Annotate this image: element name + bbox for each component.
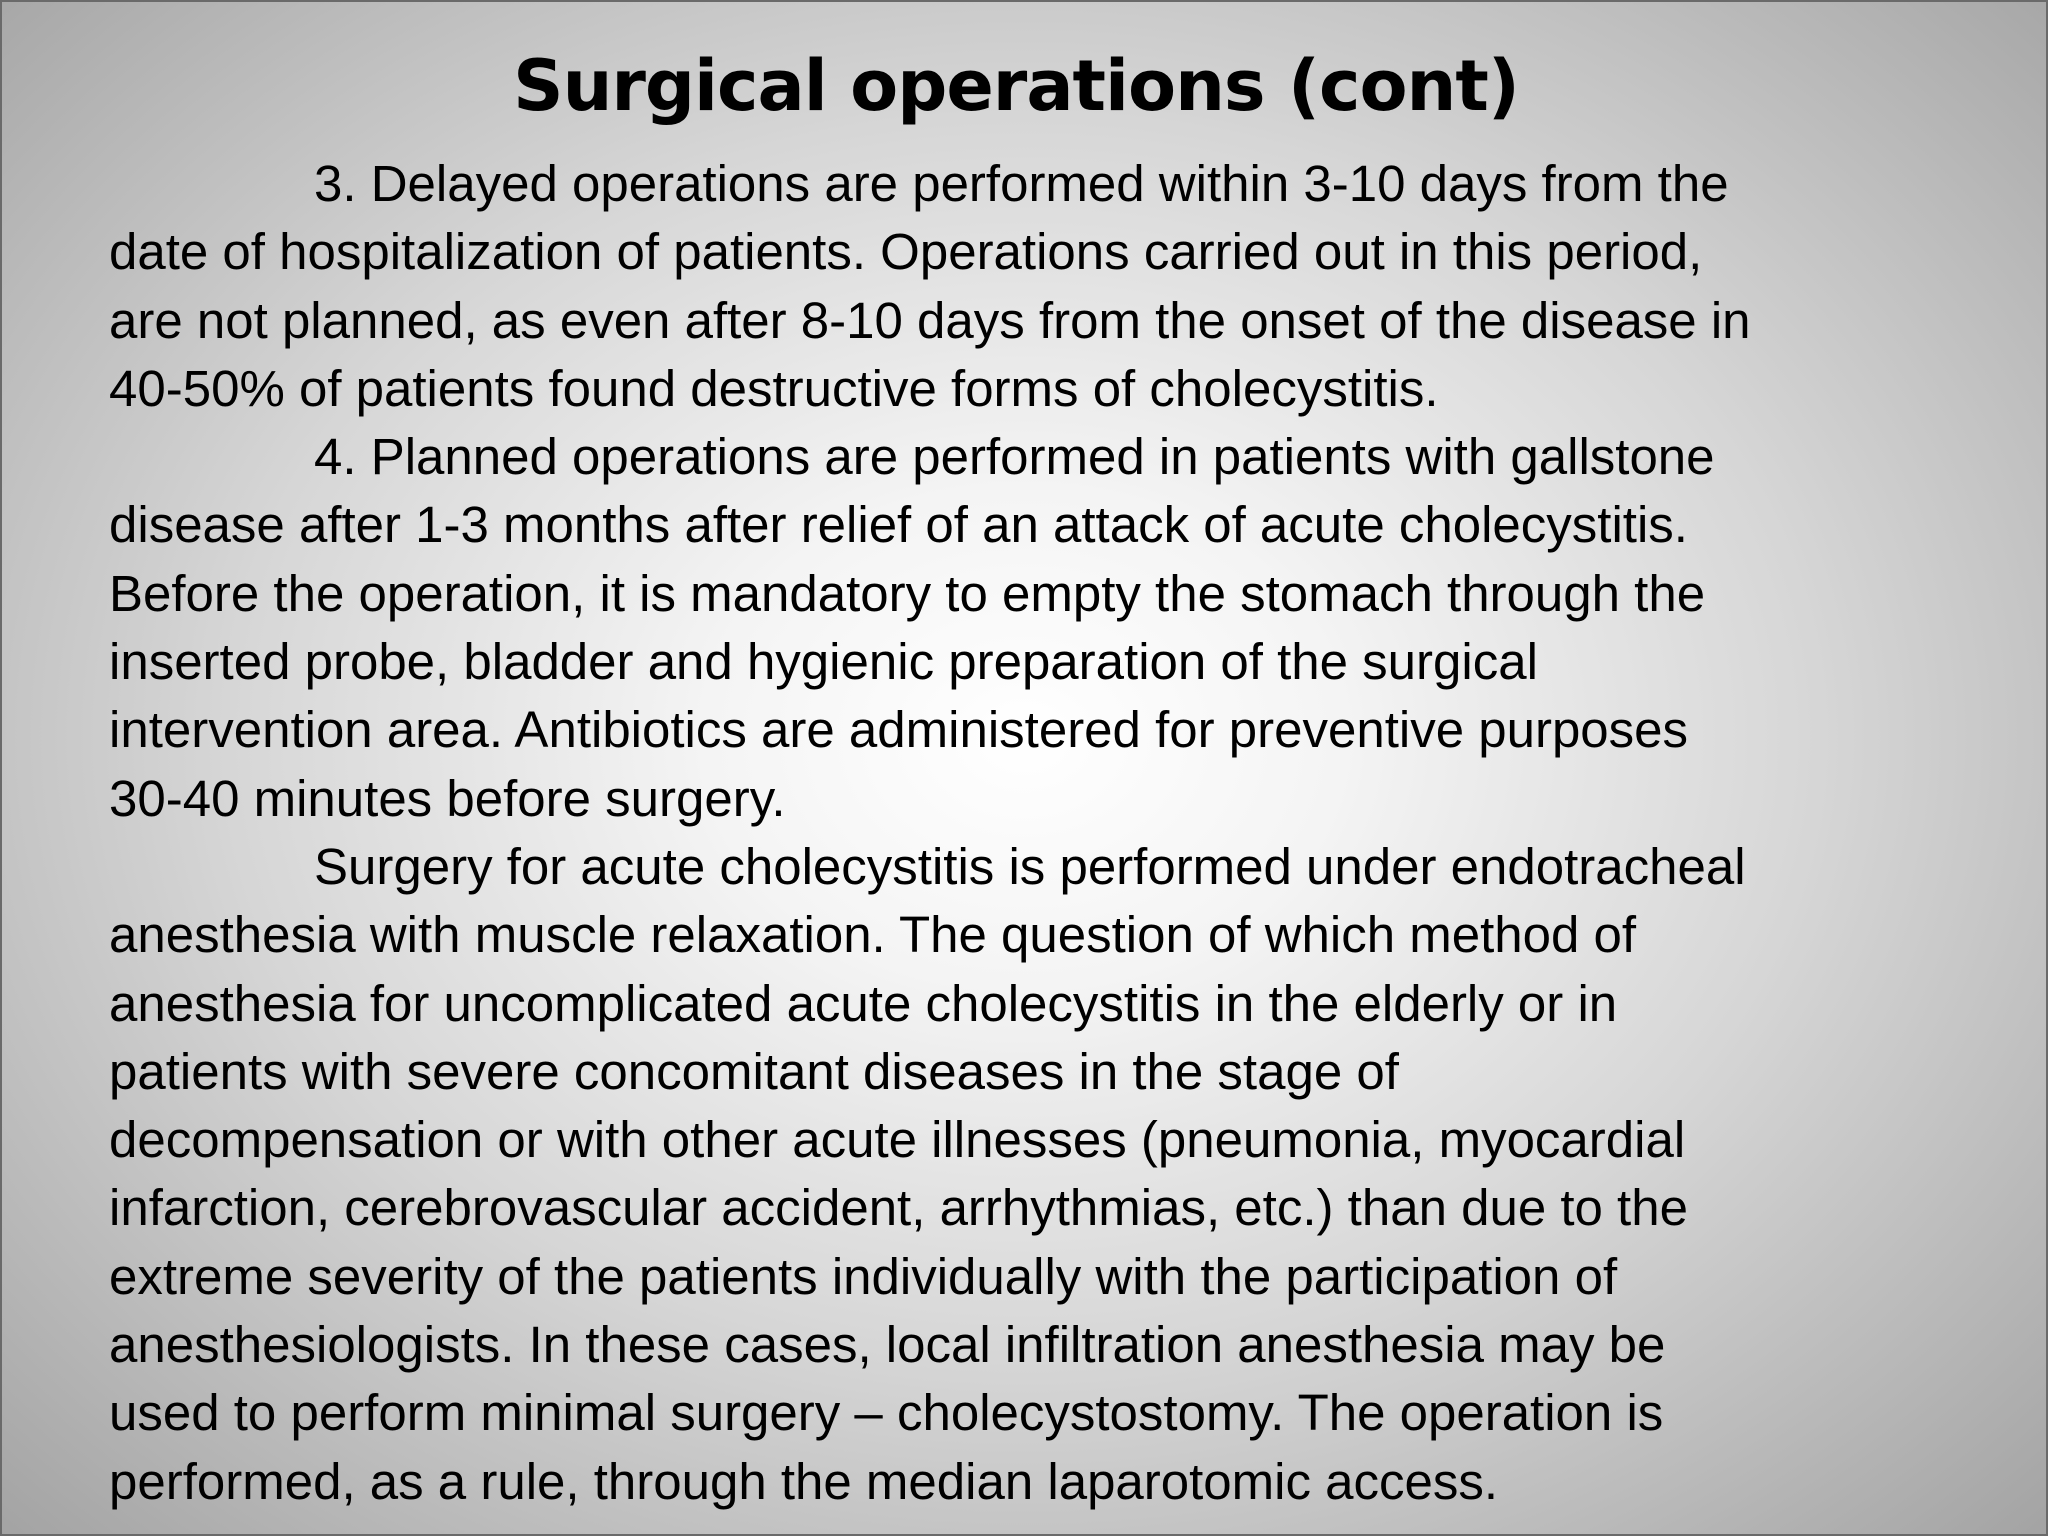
text-line: infarction, cerebrovascular accident, arrhythmias, etc.) than due to the: [109, 1179, 1688, 1237]
text-line: intervention area. Antibiotics are administered for preventive purposes: [109, 701, 1689, 759]
text-line: 40-50% of patients found destructive forms of cholecystitis.: [109, 359, 1439, 417]
text-line: used to perform minimal surgery – cholecystostomy. The operation is: [109, 1384, 1664, 1442]
text-line: performed, as a rule, through the median laparotomic access.: [109, 1452, 1499, 1510]
text-line: extreme severity of the patients individually with the participation of: [109, 1247, 1618, 1305]
text-line: disease after 1-3 months after relief of an attack of acute cholecystitis.: [109, 496, 1688, 554]
text-line: 3. Delayed operations are performed within 3-10 days from the: [314, 155, 1729, 212]
text-line: anesthesia with muscle relaxation. The question of which method of: [109, 906, 1637, 964]
text-line: 30-40 minutes before surgery.: [109, 769, 786, 827]
paragraph-delayed-operations: [109, 150, 2009, 423]
text-line: anesthesiologists. In these cases, local infiltration anesthesia may be: [109, 1316, 1666, 1374]
text-line: Surgery for acute cholecystitis is performed under endotracheal: [314, 837, 1746, 895]
paragraph-anesthesia: [109, 833, 2009, 1516]
text-line: are not planned, as even after 8-10 days from the onset of the disease in: [109, 291, 1751, 349]
text-line: date of hospitalization of patients. Operations carried out in this period,: [109, 223, 1703, 281]
paragraph-planned-operations: [109, 423, 2009, 833]
text-line: decompensation or with other acute illnesses (pneumonia, myocardial: [109, 1111, 1686, 1169]
text-line: 4. Planned operations are performed in patients with gallstone: [314, 428, 1715, 486]
slide-title: Surgical operations (cont): [513, 45, 1519, 127]
slide-body: [109, 150, 2009, 1516]
text-line: Before the operation, it is mandatory to empty the stomach through the: [109, 564, 1706, 622]
text-line: anesthesia for uncomplicated acute cholecystitis in the elderly or in: [109, 974, 1618, 1032]
text-line: patients with severe concomitant diseases in the stage of: [109, 1042, 1399, 1100]
text-line: inserted probe, bladder and hygienic preparation of the surgical: [109, 633, 1538, 691]
